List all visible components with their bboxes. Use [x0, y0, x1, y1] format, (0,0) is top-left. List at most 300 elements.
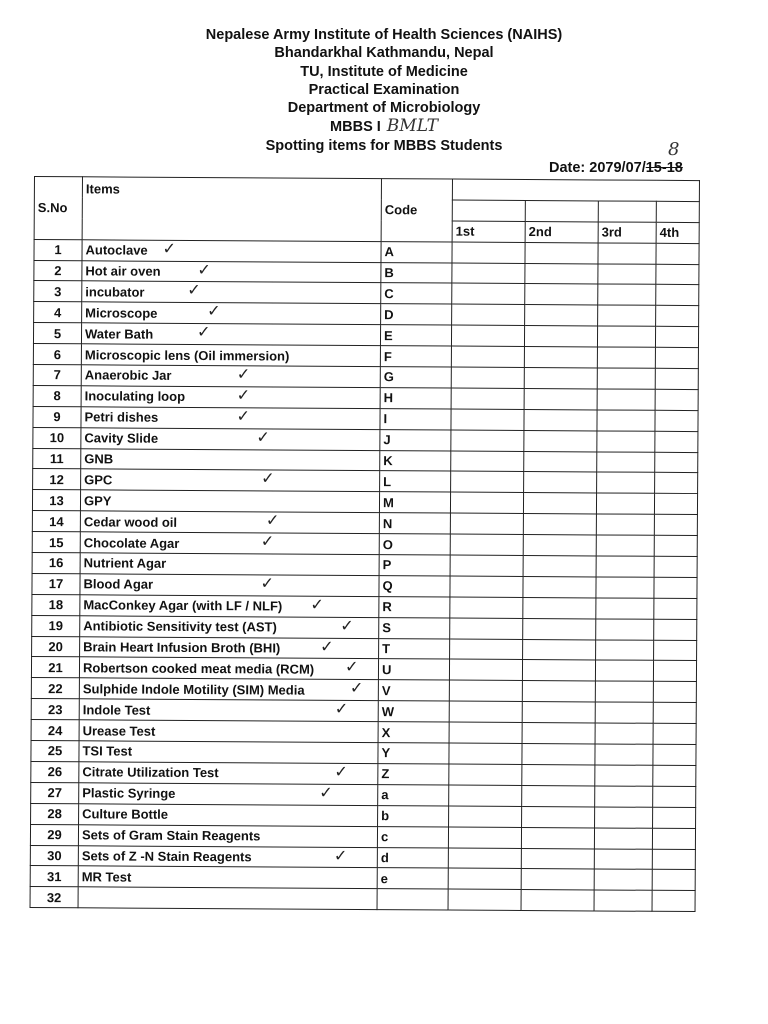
- answer-cell-4th[interactable]: [652, 849, 695, 870]
- sheet-title: Spotting items for MBBS Students: [265, 137, 503, 154]
- handwritten-program-note: BMLT: [386, 116, 438, 137]
- answer-cell-4th[interactable]: [654, 515, 697, 536]
- answer-cell-3rd[interactable]: [597, 452, 655, 473]
- answer-cell-4th[interactable]: [654, 535, 697, 556]
- row-code: M: [379, 492, 450, 513]
- row-item: [78, 824, 377, 847]
- answer-cell-4th[interactable]: [654, 598, 697, 619]
- attempt-4th-header: 4th: [656, 222, 699, 243]
- answer-cell-2nd[interactable]: [522, 744, 595, 765]
- row-code: S: [379, 617, 450, 638]
- check-mark-icon: ✓: [340, 615, 354, 635]
- answer-cell-4th[interactable]: [655, 389, 698, 410]
- row-item-label: Robertson cooked meat media (RCM): [82, 660, 315, 677]
- row-sno: 23: [31, 699, 79, 720]
- row-sno: 8: [33, 385, 81, 406]
- answer-cell-3rd[interactable]: [597, 431, 655, 452]
- check-mark-icon: ✓: [334, 699, 349, 719]
- check-mark-icon: ✓: [260, 531, 275, 551]
- answer-cell-3rd[interactable]: [596, 619, 654, 640]
- row-item: [82, 302, 381, 325]
- row-code: e: [377, 868, 448, 889]
- answer-cell-4th[interactable]: [654, 556, 697, 577]
- attempt-3rd-header: 3rd: [598, 222, 656, 243]
- row-sno: 1: [34, 239, 82, 260]
- answer-cell-3rd[interactable]: [597, 368, 655, 389]
- answer-cell-3rd[interactable]: [595, 807, 653, 828]
- university-name: TU, Institute of Medicine: [300, 63, 468, 80]
- answer-cell-4th[interactable]: [653, 786, 696, 807]
- attempt-1st-header: 1st: [452, 221, 525, 242]
- department-name: Department of Microbiology: [287, 100, 481, 117]
- answer-cell-2nd[interactable]: [522, 806, 595, 827]
- answer-cell-2nd[interactable]: [524, 472, 597, 493]
- answer-cell-2nd[interactable]: [521, 827, 594, 848]
- items-header: Items: [82, 177, 381, 241]
- table-body: [30, 239, 699, 912]
- row-code: F: [380, 346, 451, 367]
- row-sno: 2: [34, 260, 82, 281]
- row-item: [81, 323, 380, 346]
- row-item: [79, 678, 378, 701]
- row-sno: 31: [30, 866, 78, 887]
- answer-cell-3rd[interactable]: [596, 493, 654, 514]
- answer-cell-1st[interactable]: [452, 263, 525, 284]
- answer-cell-3rd[interactable]: [598, 305, 656, 326]
- row-item-label: Cavity Slide: [84, 430, 159, 446]
- row-item: [81, 427, 380, 450]
- row-code: K: [380, 450, 451, 471]
- answer-cell-2nd[interactable]: [525, 242, 598, 263]
- answer-cell-4th[interactable]: [656, 243, 699, 264]
- row-sno: 32: [30, 887, 78, 908]
- answer-cell-1st[interactable]: [450, 576, 523, 597]
- answer-cell-4th[interactable]: [654, 577, 697, 598]
- check-mark-icon: ✓: [197, 259, 211, 279]
- row-sno: 25: [31, 741, 79, 762]
- check-mark-icon: ✓: [256, 427, 270, 447]
- attempt-spacer: [656, 201, 699, 222]
- row-code: I: [380, 408, 451, 429]
- row-item-label: Microscope: [85, 305, 158, 321]
- row-item: [80, 553, 379, 576]
- answer-cell-2nd[interactable]: [523, 535, 596, 556]
- answer-cell-3rd[interactable]: [596, 514, 654, 535]
- row-item-label: MacConkey Agar (with LF / NLF): [83, 597, 283, 614]
- row-code: P: [379, 555, 450, 576]
- row-code: d: [377, 847, 448, 868]
- answer-cell-4th[interactable]: [652, 870, 695, 891]
- institute-name: Nepalese Army Institute of Health Sciences (NAIHS): [205, 27, 563, 43]
- check-mark-icon: ✓: [320, 636, 334, 656]
- answer-cell-1st[interactable]: [451, 367, 524, 388]
- answer-cell-3rd[interactable]: [596, 535, 654, 556]
- row-item: [80, 532, 379, 555]
- check-mark-icon: ✓: [162, 238, 177, 258]
- row-item-label: Sets of Gram Stain Reagents: [81, 827, 261, 844]
- answer-cell-3rd[interactable]: [595, 786, 653, 807]
- check-mark-icon: ✓: [187, 280, 201, 300]
- answer-cell-4th[interactable]: [655, 452, 698, 473]
- answer-cell-3rd[interactable]: [595, 765, 653, 786]
- row-code: X: [378, 722, 449, 743]
- row-code: W: [378, 701, 449, 722]
- answer-cell-4th[interactable]: [653, 661, 696, 682]
- answer-cell-1st[interactable]: [451, 409, 524, 430]
- row-sno: 20: [32, 636, 80, 657]
- answer-cell-3rd[interactable]: [596, 556, 654, 577]
- answer-cell-3rd[interactable]: [597, 410, 655, 431]
- answer-cell-2nd[interactable]: [523, 493, 596, 514]
- answer-cell-1st[interactable]: [450, 555, 523, 576]
- row-item-label: TSI Test: [82, 743, 133, 760]
- answer-cell-3rd[interactable]: [598, 264, 656, 285]
- attempt-2nd-header: 2nd: [525, 221, 598, 242]
- program-name: MBBS I: [330, 119, 381, 136]
- row-sno: 16: [32, 553, 80, 574]
- row-item: [82, 239, 381, 262]
- answer-cell-3rd[interactable]: [594, 828, 652, 849]
- answer-cell-3rd[interactable]: [595, 723, 653, 744]
- answer-cell-4th[interactable]: [654, 494, 697, 515]
- row-item: [78, 845, 377, 868]
- answer-cell-2nd[interactable]: [522, 660, 595, 681]
- answer-cell-1st[interactable]: [451, 346, 524, 367]
- row-item-label: Antibiotic Sensitivity test (AST): [83, 618, 277, 635]
- row-item: [79, 657, 378, 680]
- institute-address: Bhandarkhal Kathmandu, Nepal: [274, 45, 494, 62]
- check-mark-icon: ✓: [265, 510, 280, 530]
- answer-cell-3rd[interactable]: [596, 577, 654, 598]
- row-item-label: Sets of Z -N Stain Reagents: [81, 848, 252, 865]
- answer-cell-4th[interactable]: [653, 682, 696, 703]
- check-mark-icon: ✓: [349, 678, 364, 698]
- answer-cell-2nd[interactable]: [522, 702, 595, 723]
- answer-cell-3rd[interactable]: [597, 472, 655, 493]
- answer-cell-2nd[interactable]: [521, 869, 594, 890]
- check-mark-icon: ✓: [334, 761, 348, 781]
- row-sno: 29: [30, 824, 78, 845]
- attempts-header-band: [452, 179, 699, 201]
- answer-cell-4th[interactable]: [655, 410, 698, 431]
- row-sno: 4: [34, 302, 82, 323]
- row-item-label: GNB: [84, 451, 114, 467]
- answer-cell-1st[interactable]: [450, 513, 523, 534]
- row-sno: 5: [33, 323, 81, 344]
- row-item: [79, 699, 378, 722]
- row-item: [79, 741, 378, 764]
- table-row: [30, 887, 695, 912]
- answer-cell-1st[interactable]: [451, 451, 524, 472]
- date-label: Date: 2079/07/: [549, 160, 646, 176]
- answer-cell-2nd[interactable]: [523, 597, 596, 618]
- answer-cell-3rd[interactable]: [598, 284, 656, 305]
- row-sno: 17: [32, 573, 80, 594]
- row-code: Q: [379, 576, 450, 597]
- answer-cell-1st[interactable]: [448, 848, 521, 869]
- row-sno: 14: [32, 511, 80, 532]
- row-item-label: Inoculating loop: [84, 388, 186, 405]
- answer-cell-2nd[interactable]: [524, 430, 597, 451]
- row-item-label: Microscopic lens (Oil immersion): [84, 346, 290, 364]
- answer-cell-4th[interactable]: [655, 327, 698, 348]
- check-mark-icon: ✓: [236, 364, 251, 384]
- row-item-label: Water Bath: [84, 325, 154, 342]
- answer-cell-2nd[interactable]: [523, 618, 596, 639]
- check-mark-icon: ✓: [207, 301, 221, 321]
- answer-cell-2nd[interactable]: [523, 576, 596, 597]
- row-item: [81, 365, 380, 388]
- answer-cell-1st[interactable]: [448, 868, 521, 889]
- answer-cell-4th[interactable]: [653, 744, 696, 765]
- row-code: c: [377, 826, 448, 847]
- answer-cell-4th[interactable]: [655, 473, 698, 494]
- check-mark-icon: ✓: [310, 594, 324, 614]
- row-code: Y: [378, 743, 449, 764]
- answer-cell-2nd[interactable]: [522, 723, 595, 744]
- answer-cell-4th[interactable]: [652, 828, 695, 849]
- row-sno: 11: [33, 448, 81, 469]
- row-sno: 18: [32, 594, 80, 615]
- row-code: J: [380, 429, 451, 450]
- row-item: [81, 407, 380, 430]
- answer-cell-4th[interactable]: [655, 431, 698, 452]
- answer-cell-4th[interactable]: [656, 264, 699, 285]
- answer-cell-3rd[interactable]: [595, 702, 653, 723]
- spotting-items-table: [30, 176, 700, 912]
- row-sno: 7: [33, 365, 81, 386]
- row-item-label: GPC: [84, 472, 113, 488]
- row-item-label: Chocolate Agar: [83, 534, 180, 551]
- answer-cell-2nd[interactable]: [524, 409, 597, 430]
- row-sno: 6: [33, 344, 81, 365]
- row-sno: 26: [31, 761, 79, 782]
- row-sno: 28: [31, 803, 79, 824]
- struck-date-range: 15-18: [645, 160, 683, 176]
- program-line: [0, 117, 768, 136]
- check-mark-icon: ✓: [196, 322, 211, 342]
- row-item-label: GPY: [83, 493, 112, 509]
- answer-cell-2nd[interactable]: [523, 514, 596, 535]
- answer-cell-2nd[interactable]: [524, 388, 597, 409]
- answer-cell-1st[interactable]: [450, 534, 523, 555]
- row-item: [80, 595, 379, 618]
- answer-cell-1st[interactable]: [451, 388, 524, 409]
- answer-cell-4th[interactable]: [653, 723, 696, 744]
- answer-cell-1st[interactable]: [448, 889, 521, 910]
- row-code: R: [379, 596, 450, 617]
- row-code: L: [380, 471, 451, 492]
- row-item-label: Urease Test: [82, 722, 156, 739]
- answer-cell-1st[interactable]: [452, 304, 525, 325]
- answer-cell-2nd[interactable]: [525, 305, 598, 326]
- row-item-label: Brain Heart Infusion Broth (BHI): [83, 639, 281, 656]
- answer-cell-1st[interactable]: [452, 284, 525, 305]
- row-sno: 9: [33, 406, 81, 427]
- answer-cell-2nd[interactable]: [523, 556, 596, 577]
- row-item: [82, 260, 381, 283]
- row-sno: 12: [33, 469, 81, 490]
- answer-cell-3rd[interactable]: [594, 890, 652, 911]
- row-item-label: Sulphide Indole Motility (SIM) Media: [82, 681, 305, 698]
- exam-type: Practical Examination: [308, 81, 460, 98]
- answer-cell-2nd[interactable]: [524, 347, 597, 368]
- row-item-label: Indole Test: [82, 702, 151, 718]
- attempt-spacer: [598, 201, 656, 222]
- answer-cell-2nd[interactable]: [525, 284, 598, 305]
- answer-cell-3rd[interactable]: [598, 243, 656, 264]
- answer-cell-3rd[interactable]: [595, 744, 653, 765]
- row-item-label: Blood Agar: [83, 576, 154, 593]
- row-code: T: [379, 638, 450, 659]
- row-item: [81, 344, 380, 367]
- answer-cell-3rd[interactable]: [594, 848, 652, 869]
- row-item-label: Autoclave: [85, 242, 148, 258]
- answer-cell-4th[interactable]: [656, 306, 699, 327]
- row-sno: 21: [31, 657, 79, 678]
- answer-cell-2nd[interactable]: [522, 785, 595, 806]
- check-mark-icon: ✓: [261, 468, 275, 488]
- answer-cell-2nd[interactable]: [524, 451, 597, 472]
- answer-cell-1st[interactable]: [450, 618, 523, 639]
- answer-cell-1st[interactable]: [450, 492, 523, 513]
- answer-cell-3rd[interactable]: [596, 640, 654, 661]
- row-item: [80, 511, 379, 534]
- row-item-label: Nutrient Agar: [83, 555, 167, 572]
- document-header: [0, 26, 768, 155]
- exam-date: [549, 160, 683, 176]
- row-sno: 30: [30, 845, 78, 866]
- handwritten-date-correction: 8: [668, 139, 680, 160]
- answer-cell-1st[interactable]: [449, 680, 522, 701]
- answer-cell-1st[interactable]: [451, 472, 524, 493]
- row-code: O: [379, 534, 450, 555]
- answer-cell-3rd[interactable]: [597, 389, 655, 410]
- answer-cell-1st[interactable]: [450, 597, 523, 618]
- answer-cell-2nd[interactable]: [524, 368, 597, 389]
- row-item-label: Culture Bottle: [82, 806, 169, 822]
- code-header: Code: [381, 179, 452, 242]
- check-mark-icon: ✓: [333, 845, 348, 865]
- attempt-spacer: [525, 200, 598, 221]
- check-mark-icon: ✓: [260, 573, 274, 593]
- answer-cell-1st[interactable]: [451, 325, 524, 346]
- row-code: [377, 889, 448, 910]
- answer-cell-4th[interactable]: [653, 765, 696, 786]
- answer-cell-4th[interactable]: [656, 285, 699, 306]
- row-code: G: [380, 367, 451, 388]
- answer-cell-1st[interactable]: [449, 743, 522, 764]
- answer-cell-3rd[interactable]: [595, 681, 653, 702]
- answer-cell-3rd[interactable]: [594, 869, 652, 890]
- answer-cell-1st[interactable]: [449, 785, 522, 806]
- row-sno: 13: [32, 490, 80, 511]
- check-mark-icon: ✓: [344, 657, 359, 677]
- row-item-label: Plastic Syringe: [82, 785, 176, 802]
- row-item-label: Petri dishes: [84, 409, 159, 425]
- sno-header: S.No: [34, 177, 82, 240]
- answer-cell-3rd[interactable]: [597, 326, 655, 347]
- row-item-label: Citrate Utilization Test: [82, 764, 219, 781]
- answer-cell-2nd[interactable]: [521, 890, 594, 911]
- answer-cell-3rd[interactable]: [596, 598, 654, 619]
- answer-cell-3rd[interactable]: [595, 660, 653, 681]
- answer-cell-4th[interactable]: [655, 368, 698, 389]
- row-code: B: [381, 262, 452, 283]
- row-item-label: Hot air oven: [85, 263, 161, 279]
- answer-cell-4th[interactable]: [655, 347, 698, 368]
- answer-cell-3rd[interactable]: [597, 347, 655, 368]
- row-sno: 3: [34, 281, 82, 302]
- row-code: U: [378, 659, 449, 680]
- row-item: [78, 887, 377, 910]
- answer-cell-2nd[interactable]: [525, 263, 598, 284]
- answer-cell-2nd[interactable]: [522, 681, 595, 702]
- row-code: C: [381, 283, 452, 304]
- answer-cell-4th[interactable]: [653, 703, 696, 724]
- row-item: [81, 386, 380, 409]
- answer-cell-1st[interactable]: [452, 242, 525, 263]
- row-item: [79, 762, 378, 785]
- answer-cell-2nd[interactable]: [521, 848, 594, 869]
- row-item-label: incubator: [85, 284, 145, 300]
- row-sno: 27: [31, 782, 79, 803]
- row-sno: 22: [31, 678, 79, 699]
- answer-cell-1st[interactable]: [449, 701, 522, 722]
- row-code: A: [381, 241, 452, 262]
- answer-cell-1st[interactable]: [451, 430, 524, 451]
- row-item: [80, 615, 379, 638]
- row-sno: 15: [32, 532, 80, 553]
- row-code: a: [378, 784, 449, 805]
- row-code: E: [380, 325, 451, 346]
- check-mark-icon: ✓: [319, 782, 333, 802]
- answer-cell-1st[interactable]: [449, 722, 522, 743]
- answer-cell-4th[interactable]: [654, 640, 697, 661]
- row-sno: 24: [31, 720, 79, 741]
- answer-cell-2nd[interactable]: [522, 764, 595, 785]
- answer-cell-4th[interactable]: [654, 619, 697, 640]
- answer-cell-1st[interactable]: [449, 806, 522, 827]
- row-item: [82, 281, 381, 304]
- answer-cell-1st[interactable]: [450, 639, 523, 660]
- check-mark-icon: ✓: [236, 406, 251, 426]
- row-item-label: Cedar wood oil: [83, 513, 178, 530]
- row-item: [80, 490, 379, 513]
- check-mark-icon: ✓: [236, 385, 251, 405]
- row-code: b: [378, 805, 449, 826]
- row-code: N: [379, 513, 450, 534]
- row-item-label: Anaerobic Jar: [84, 367, 172, 384]
- answer-cell-2nd[interactable]: [524, 326, 597, 347]
- row-item: [80, 636, 379, 659]
- row-code: D: [381, 304, 452, 325]
- row-item-label: MR Test: [81, 869, 132, 885]
- answer-cell-4th[interactable]: [653, 807, 696, 828]
- row-item: [80, 574, 379, 597]
- answer-cell-1st[interactable]: [449, 660, 522, 681]
- answer-cell-1st[interactable]: [449, 764, 522, 785]
- row-item: [81, 448, 380, 471]
- row-item: [78, 866, 377, 889]
- row-sno: 19: [32, 615, 80, 636]
- answer-cell-4th[interactable]: [652, 891, 695, 912]
- answer-cell-2nd[interactable]: [523, 639, 596, 660]
- answer-cell-1st[interactable]: [448, 827, 521, 848]
- row-item: [79, 783, 378, 806]
- row-item: [81, 469, 380, 492]
- row-code: Z: [378, 764, 449, 785]
